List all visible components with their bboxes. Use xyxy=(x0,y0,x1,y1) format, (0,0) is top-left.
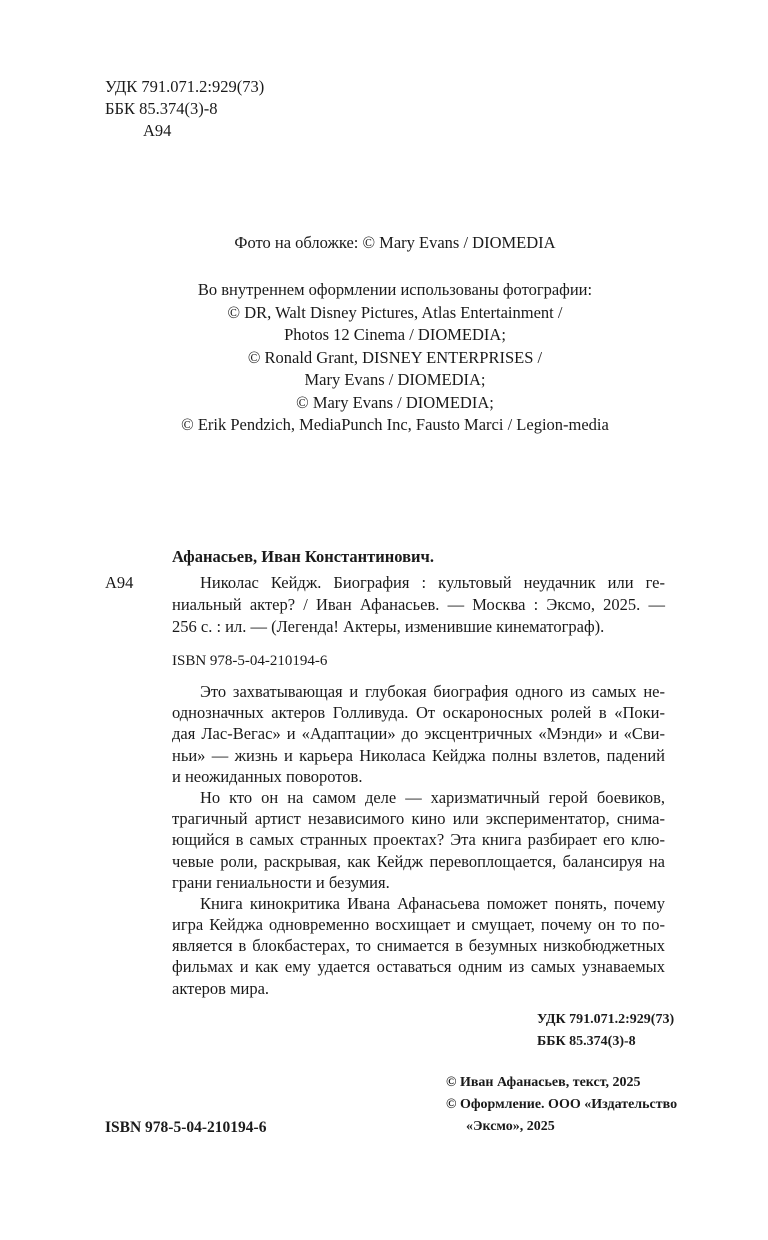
abstract-line: грани гениальности и безумия. xyxy=(172,872,390,892)
cover-photo-credit xyxy=(100,232,690,254)
cover-photo-text: Фото на обложке: © Mary Evans / DIOMEDIA xyxy=(234,233,556,252)
copyright-publisher: «Эксмо», 2025 xyxy=(466,1119,555,1134)
inner-photo-credits xyxy=(100,279,690,437)
abstract-line: Но кто он на самом деле — харизматичный герой боевиков, xyxy=(200,787,665,807)
abstract-line: ющийся в самых странных проектах? Эта книга разбирает его клю- xyxy=(172,830,665,850)
udk-code: УДК 791.071.2:929(73) xyxy=(105,77,265,96)
abstract-line: ньи» — жизнь и карьера Николаса Кейджа полны взлетов, падений xyxy=(172,745,665,765)
copyright-block xyxy=(446,1072,677,1138)
bbk-code: ББК 85.374(3)-8 xyxy=(105,99,218,118)
abstract xyxy=(172,681,665,999)
author-mark: А94 xyxy=(143,121,172,140)
bottom-isbn xyxy=(105,1117,266,1139)
abstract-line: игра Кейджа одновременно восхищает и смущает, почему он то по- xyxy=(172,915,665,935)
abstract-line: трагичный артист независимого кино или экспериментатор, снима- xyxy=(172,809,665,829)
abstract-line: Это захватывающая и глубокая биография одного из самых не- xyxy=(200,682,665,701)
biblio-line: ниальный актер? / Иван Афанасьев. — Москва : Эксмо, 2025. — xyxy=(172,595,665,614)
photo-credit-line: © Erik Pendzich, MediaPunch Inc, Fausto Marci / Legion-media xyxy=(181,415,609,434)
copyright-design: © Оформление. ООО «Издательство xyxy=(446,1097,678,1112)
abstract-line: является в блокбастерах, то снимается в безумных низкобюджетных xyxy=(172,936,665,956)
copyright-author: © Иван Афанасьев, текст, 2025 xyxy=(446,1075,641,1090)
abstract-line: однозначных актеров Голливуда. От оскароносных ролей в «Поки- xyxy=(172,703,665,723)
top-classification xyxy=(105,76,264,142)
photo-credit-line: Во внутреннем оформлении использованы фотографии: xyxy=(197,280,593,299)
author-name: Афанасьев, Иван Константинович. xyxy=(172,547,434,566)
photo-credit-line: © DR, Walt Disney Pictures, Atlas Entertainment / xyxy=(227,302,563,322)
photo-credit-line: Mary Evans / DIOMEDIA; xyxy=(304,370,486,389)
author-mark: А94 xyxy=(105,573,134,592)
biblio-line: 256 с. : ил. — (Легенда! Актеры, изменившие кинематограф). xyxy=(172,617,605,636)
biblio-author xyxy=(172,546,434,568)
photo-credit-line: Photos 12 Cinema / DIOMEDIA; xyxy=(284,325,506,344)
abstract-line: дая Лас-Вегас» и «Адаптации» до эксцентричных «Мэнди» и «Сви- xyxy=(172,724,665,744)
photo-credit-line: © Ronald Grant, DISNEY ENTERPRISES / xyxy=(247,347,543,367)
biblio-line: Николас Кейдж. Биография : культовый неудачник или ге- xyxy=(200,573,665,592)
abstract-line: фильмах и как ему удается оставаться одним из самых узнаваемых xyxy=(172,957,665,977)
biblio-author-mark xyxy=(105,572,133,594)
udk-code: УДК 791.071.2:929(73) xyxy=(537,1012,675,1027)
abstract-line: Книга кинокритика Ивана Афанасьева поможет понять, почему xyxy=(200,893,665,913)
abstract-line: актеров мира. xyxy=(172,978,270,998)
isbn-text: ISBN 978-5-04-210194-6 xyxy=(172,653,328,669)
abstract-line: и неожиданных поворотов. xyxy=(172,766,363,786)
bbk-code: ББК 85.374(3)-8 xyxy=(537,1034,636,1049)
isbn-text: ISBN 978-5-04-210194-6 xyxy=(105,1119,267,1136)
abstract-line: чевые роли, раскрывая, как Кейдж перевоплощается, балансируя на xyxy=(172,851,665,871)
bottom-classification xyxy=(537,1009,674,1053)
photo-credit-line: © Mary Evans / DIOMEDIA; xyxy=(296,392,494,412)
biblio-description xyxy=(172,572,665,638)
biblio-isbn xyxy=(172,650,327,672)
